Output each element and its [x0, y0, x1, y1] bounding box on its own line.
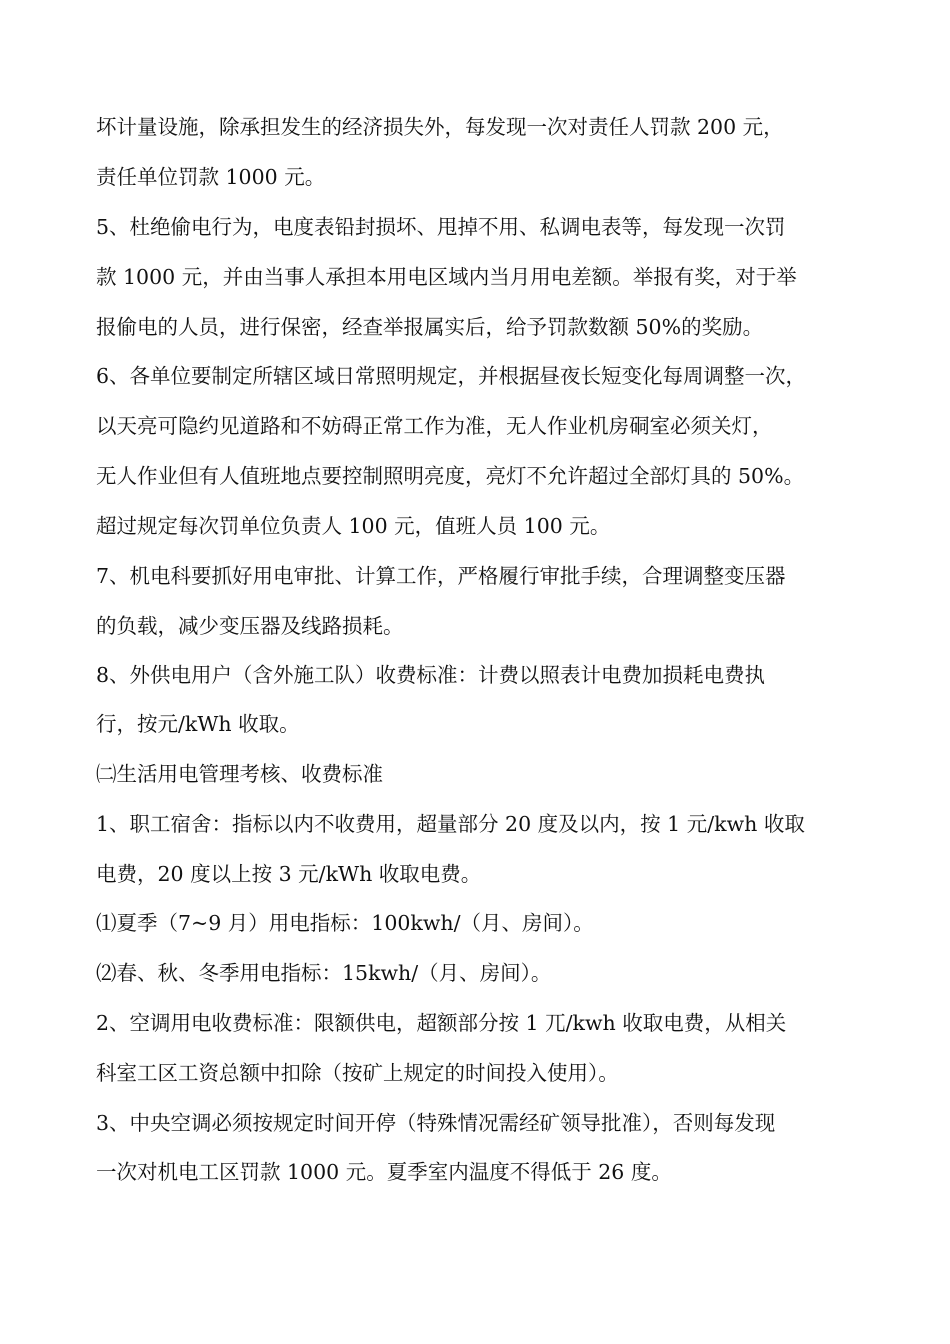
text-line: 2、空调用电收费标准：限额供电，超额部分按 1 兀/kwh 收取电费，从相关	[96, 1011, 787, 1035]
text-line: 7、机电科要抓好用电审批、计算工作，严格履行审批手续，合理调整变压器	[96, 564, 786, 588]
text-line: 6、各单位要制定所辖区域日常照明规定，并根据昼夜长短变化每周调整一次，	[96, 364, 807, 388]
text-line: 责任单位罚款 1000 元。	[96, 165, 326, 189]
text-line: 报偷电的人员，进行保密，经查举报属实后，给予罚款数额 50%的奖励。	[96, 315, 764, 339]
section-heading: ㈡生活用电管理考核、收费标准	[96, 762, 383, 786]
text-line: 行，按元/kWh 收取。	[96, 712, 300, 736]
text-line: 一次对机电工区罚款 1000 元。夏季室内温度不得低于 26 度。	[96, 1160, 672, 1184]
text-line: 8、外供电用户（含外施工队）收费标准：计费以照表计电费加损耗电费执	[96, 663, 766, 687]
text-line: 超过规定每次罚单位负责人 100 元，值班人员 100 元。	[96, 514, 611, 538]
text-line: 科室工区工资总额中扣除（按矿上规定的时间投入使用）。	[96, 1061, 619, 1085]
text-line: ⑵春、秋、冬季用电指标：15kwh/（月、房间）。	[96, 961, 552, 985]
text-line: 以天亮可隐约见道路和不妨碍正常工作为准，无人作业机房硐室必须关灯，	[96, 414, 773, 438]
text-line: 无人作业但有人值班地点要控制照明亮度，亮灯不允许超过全部灯具的 50%。	[96, 464, 805, 488]
text-line: 电费，20 度以上按 3 元/kWh 收取电费。	[96, 862, 482, 886]
text-line: 5、杜绝偷电行为，电度表铅封损坏、甩掉不用、私调电表等，每发现一次罚	[96, 215, 786, 239]
text-line: 的负载，减少变压器及线路损耗。	[96, 614, 404, 638]
text-line: 3、中央空调必须按规定时间开停（特殊情况需经矿领导批准），否则每发现	[96, 1111, 776, 1135]
text-line: ⑴夏季（7~9 月）用电指标：100kwh/（月、房间）。	[96, 911, 594, 935]
text-line: 款 1000 元，并由当事人承担本用电区域内当月用电差额。举报有奖，对于举	[96, 265, 797, 289]
text-line: 坏计量设施，除承担发生的经济损失外，每发现一次对责任人罚款 200 元，	[96, 115, 784, 139]
text-line: 1、职工宿舍：指标以内不收费用，超量部分 20 度及以内，按 1 元/kwh 收取	[96, 812, 805, 836]
